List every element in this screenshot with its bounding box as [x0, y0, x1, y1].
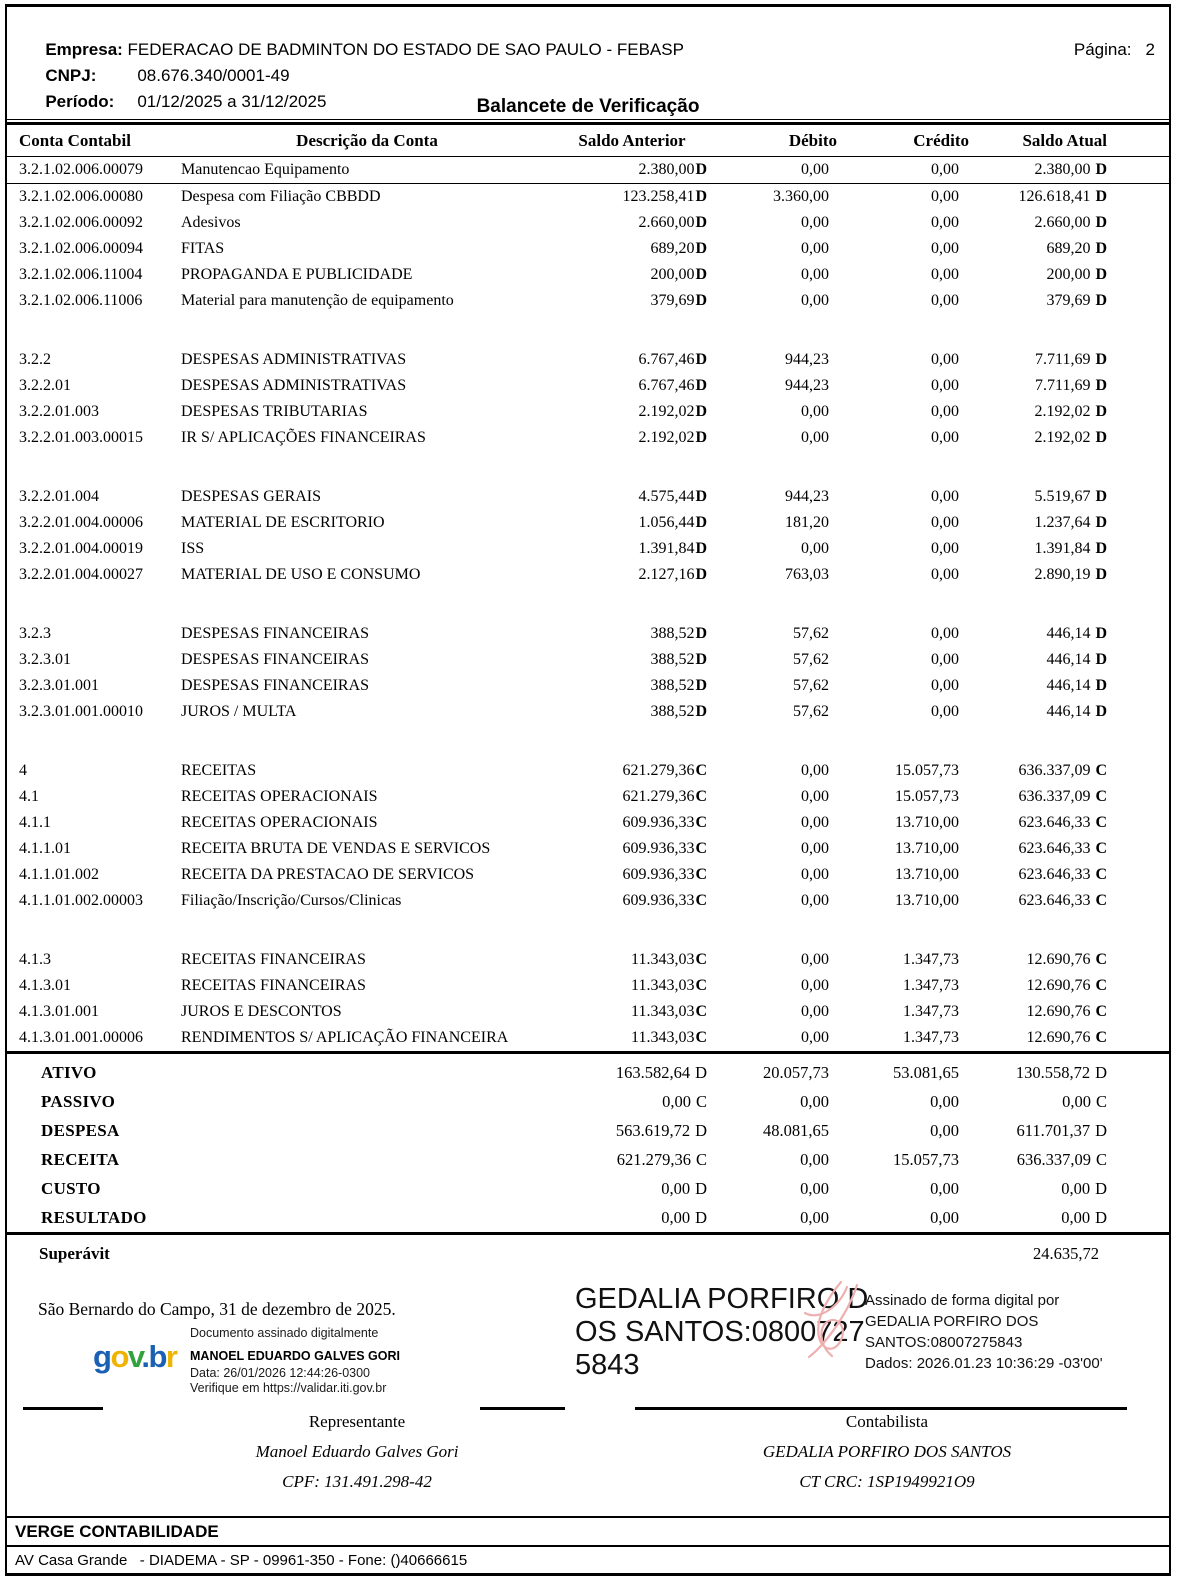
cell-credito: 0,00 — [931, 403, 959, 420]
summary-debito: 48.081,65 — [763, 1120, 829, 1140]
pagina-value: 2 — [1145, 40, 1155, 59]
cell-conta: 3.2.3.01.001.00010 — [19, 703, 143, 720]
cell-saldo-atual: 623.646,33 C — [1018, 840, 1107, 857]
cell-saldo-atual: 2.890,19 D — [1034, 566, 1107, 583]
cell-conta: 3.2.1.02.006.00080 — [19, 188, 143, 205]
cell-conta: 3.2.3 — [19, 625, 51, 642]
cell-debito: 3.360,00 — [773, 188, 829, 205]
cell-descricao: PROPAGANDA E PUBLICIDADE — [181, 266, 413, 283]
digital-signature-details — [865, 1290, 1125, 1374]
cell-saldo-anterior: 609.936,33C — [622, 814, 707, 831]
summary-saldo-atual: 0,00 D — [1061, 1178, 1107, 1198]
col-header-debito: Débito — [788, 131, 837, 150]
cell-saldo-anterior: 2.380,00D — [638, 161, 707, 178]
cell-descricao: DESPESAS TRIBUTARIAS — [181, 403, 368, 420]
summary-label: CUSTO — [41, 1178, 101, 1198]
cell-conta: 3.2.2.01.003.00015 — [19, 429, 143, 446]
digital-signature-text: GEDALIA PORFIRO DOS SANTOS:08007275843 — [575, 1283, 869, 1381]
cell-debito: 0,00 — [801, 762, 829, 779]
cell-saldo-anterior: 1.391,84D — [638, 540, 707, 557]
cell-debito: 57,62 — [793, 625, 829, 642]
page-title: Balancete de Verificação — [476, 96, 700, 117]
cell-conta: 3.2.1.02.006.11004 — [19, 266, 143, 283]
cell-saldo-atual: 5.519,67 D — [1034, 488, 1107, 505]
summary-credito: 53.081,65 — [893, 1062, 959, 1082]
account-row — [7, 758, 1169, 784]
cell-saldo-anterior: 609.936,33C — [622, 892, 707, 909]
cell-conta: 3.2.2.01.003 — [19, 403, 99, 420]
cell-saldo-anterior: 200,00D — [650, 266, 707, 283]
cell-saldo-anterior: 2.660,00D — [638, 214, 707, 231]
cell-descricao: RECEITA DA PRESTACAO DE SERVICOS — [181, 866, 475, 883]
cell-saldo-atual: 636.337,09 C — [1018, 762, 1107, 779]
account-row — [7, 888, 1169, 914]
cell-credito: 1.347,73 — [903, 951, 959, 968]
representante-cpf: CPF: 131.491.298-42 — [282, 1472, 432, 1491]
cell-descricao: Adesivos — [181, 214, 241, 231]
summary-credito: 0,00 — [930, 1091, 959, 1111]
cell-debito: 0,00 — [801, 240, 829, 257]
cell-saldo-atual: 200,00 D — [1046, 266, 1107, 283]
contabilista-name: GEDALIA PORFIRO DOS SANTOS — [762, 1442, 1012, 1461]
cell-credito: 1.347,73 — [903, 1003, 959, 1020]
cell-saldo-atual: 623.646,33 C — [1018, 866, 1107, 883]
cell-debito: 0,00 — [801, 814, 829, 831]
cell-saldo-anterior: 1.056,44D — [638, 514, 707, 531]
footer-address: AV Casa Grande - DIADEMA - SP - 09961-350 - Fone: ()40666615 — [15, 1552, 468, 1569]
summary-saldo-atual: 0,00 C — [1062, 1091, 1107, 1111]
cell-descricao: RECEITAS FINANCEIRAS — [181, 977, 366, 994]
account-row — [7, 562, 1169, 588]
cell-conta: 4.1.1 — [19, 814, 51, 831]
account-row — [7, 973, 1169, 999]
cell-debito: 0,00 — [801, 840, 829, 857]
cell-conta: 3.2.2.01.004.00027 — [19, 566, 143, 583]
cell-conta: 4.1.3.01 — [19, 977, 71, 994]
summary-debito: 0,00 — [800, 1091, 829, 1111]
cell-credito: 0,00 — [931, 625, 959, 642]
cell-conta: 4.1.1.01 — [19, 840, 71, 857]
govbr-logo: gov.br — [93, 1339, 177, 1374]
account-row — [7, 784, 1169, 810]
cell-credito: 0,00 — [931, 377, 959, 394]
row-group-gap — [7, 314, 1169, 347]
signature-flourish-icon — [797, 1279, 869, 1368]
cell-credito: 0,00 — [931, 266, 959, 283]
cell-descricao: RENDIMENTOS S/ APLICAÇÃO FINANCEIRA — [181, 1029, 509, 1046]
account-row — [7, 288, 1169, 314]
sig-detail-line: GEDALIA PORFIRO DOS — [865, 1313, 1039, 1330]
row-group-gap — [7, 451, 1169, 484]
cell-saldo-atual: 446,14 D — [1046, 703, 1107, 720]
cell-saldo-anterior: 609.936,33C — [622, 840, 707, 857]
cell-credito: 0,00 — [931, 214, 959, 231]
cell-descricao: DESPESAS GERAIS — [181, 488, 322, 505]
empresa-value: FEDERACAO DE BADMINTON DO ESTADO DE SAO PAULO - FEBASP — [122, 40, 684, 59]
cell-saldo-atual: 446,14 D — [1046, 677, 1107, 694]
cell-saldo-atual: 7.711,69 D — [1035, 377, 1107, 394]
cell-credito: 0,00 — [931, 540, 959, 557]
cell-saldo-anterior: 2.192,02D — [638, 403, 707, 420]
cell-conta: 4.1.3.01.001.00006 — [19, 1029, 143, 1046]
summary-saldo-atual: 0,00 D — [1061, 1207, 1107, 1227]
cell-saldo-atual: 1.391,84 D — [1034, 540, 1107, 557]
account-row — [7, 699, 1169, 725]
summary-debito: 20.057,73 — [763, 1062, 829, 1082]
account-row — [7, 1025, 1169, 1051]
cell-debito: 181,20 — [785, 514, 829, 531]
cell-saldo-atual: 689,20 D — [1046, 240, 1107, 257]
cell-descricao: Filiação/Inscrição/Cursos/Clinicas — [181, 892, 402, 909]
cell-descricao: DESPESAS ADMINISTRATIVAS — [181, 351, 407, 368]
cell-conta: 4.1 — [19, 788, 39, 805]
signature-line-left — [23, 1407, 103, 1410]
cell-credito: 13.710,00 — [895, 840, 959, 857]
col-header-saldo-atual: Saldo Atual — [1022, 131, 1107, 150]
cell-saldo-atual: 636.337,09 C — [1018, 788, 1107, 805]
cell-credito: 1.347,73 — [903, 1029, 959, 1046]
cell-debito: 0,00 — [801, 429, 829, 446]
col-header-conta: Conta Contabil — [19, 131, 131, 150]
account-row — [7, 673, 1169, 699]
cell-saldo-anterior: 11.343,03C — [631, 951, 707, 968]
cnpj-row — [17, 37, 1159, 85]
cell-descricao: RECEITAS OPERACIONAIS — [181, 814, 378, 831]
cell-saldo-anterior: 689,20D — [650, 240, 707, 257]
cell-saldo-anterior: 6.767,46D — [638, 377, 707, 394]
signature-section — [7, 1273, 1169, 1516]
cell-saldo-anterior: 609.936,33C — [622, 866, 707, 883]
summary-saldo-anterior: 0,00 C — [662, 1091, 707, 1111]
cell-conta: 3.2.2.01.004.00006 — [19, 514, 143, 531]
cell-credito: 1.347,73 — [903, 977, 959, 994]
cell-descricao: Despesa com Filiação CBBDD — [181, 188, 381, 205]
cell-credito: 0,00 — [931, 188, 959, 205]
cell-debito: 944,23 — [785, 488, 829, 505]
account-row — [7, 157, 1169, 184]
cell-credito: 0,00 — [931, 240, 959, 257]
cell-saldo-anterior: 621.279,36C — [622, 762, 707, 779]
col-header-saldo-anterior: Saldo Anterior — [578, 131, 686, 150]
superavit-label: Superávit — [39, 1244, 110, 1263]
summary-saldo-atual: 611.701,37 D — [1016, 1120, 1107, 1140]
cell-credito: 0,00 — [931, 429, 959, 446]
cell-conta: 3.2.2.01.004 — [19, 488, 99, 505]
cell-conta: 3.2.2.01 — [19, 377, 71, 394]
summary-credito: 0,00 — [930, 1120, 959, 1140]
summary-label: ATIVO — [41, 1062, 97, 1082]
cell-descricao: DESPESAS FINANCEIRAS — [181, 625, 370, 642]
cell-conta: 4.1.3 — [19, 951, 51, 968]
cell-credito: 0,00 — [931, 651, 959, 668]
cell-saldo-atual: 446,14 D — [1046, 625, 1107, 642]
cell-credito: 0,00 — [931, 351, 959, 368]
contabilista-crc: CT CRC: 1SP1949921O9 — [799, 1472, 975, 1491]
govbr-sign-date: Data: 26/01/2026 12:44:26-0300 — [190, 1366, 371, 1380]
cell-descricao: JUROS / MULTA — [181, 703, 297, 720]
cell-debito: 0,00 — [801, 214, 829, 231]
summary-row — [7, 1116, 1169, 1145]
cell-debito: 0,00 — [801, 266, 829, 283]
summary-rows — [7, 1054, 1169, 1232]
signature-line-right — [635, 1407, 1127, 1410]
cell-credito: 15.057,73 — [895, 788, 959, 805]
summary-label: DESPESA — [41, 1120, 120, 1140]
cell-descricao: MATERIAL DE ESCRITORIO — [181, 514, 385, 531]
periodo-label: Período: — [45, 92, 115, 111]
account-rows — [7, 157, 1169, 1051]
col-header-descricao: Descrição da Conta — [296, 131, 438, 150]
summary-row — [7, 1174, 1169, 1203]
title-divider — [7, 119, 1169, 126]
cell-conta: 3.2.1.02.006.00092 — [19, 214, 143, 231]
cell-debito: 0,00 — [801, 866, 829, 883]
cell-descricao: ISS — [181, 540, 205, 557]
cell-saldo-atual: 2.660,00 D — [1034, 214, 1107, 231]
account-row — [7, 373, 1169, 399]
cell-saldo-atual: 12.690,76 C — [1026, 951, 1107, 968]
account-row — [7, 836, 1169, 862]
account-row — [7, 536, 1169, 562]
cell-saldo-anterior: 388,52D — [650, 703, 707, 720]
periodo-value: 01/12/2025 a 31/12/2025 — [137, 92, 327, 111]
cell-descricao: Material para manutenção de equipamento — [181, 292, 454, 309]
cnpj-label: CNPJ: — [45, 66, 97, 85]
summary-row — [7, 1145, 1169, 1174]
account-row — [7, 862, 1169, 888]
cell-credito: 0,00 — [931, 488, 959, 505]
cell-descricao: RECEITAS — [181, 762, 257, 779]
cell-saldo-anterior: 621.279,36C — [622, 788, 707, 805]
cell-debito: 0,00 — [801, 292, 829, 309]
cell-conta: 3.2.1.02.006.11006 — [19, 292, 143, 309]
summary-debito: 0,00 — [800, 1178, 829, 1198]
cell-credito: 15.057,73 — [895, 762, 959, 779]
cell-saldo-atual: 623.646,33 C — [1018, 892, 1107, 909]
cell-saldo-anterior: 388,52D — [650, 677, 707, 694]
representante-role: Representante — [308, 1412, 406, 1431]
account-row — [7, 999, 1169, 1025]
summary-credito: 15.057,73 — [893, 1149, 959, 1169]
account-row — [7, 621, 1169, 647]
account-row — [7, 947, 1169, 973]
cnpj-value: 08.676.340/0001-49 — [137, 66, 290, 85]
summary-saldo-anterior: 621.279,36 C — [616, 1149, 707, 1169]
cell-saldo-anterior: 123.258,41D — [622, 188, 707, 205]
summary-debito: 0,00 — [800, 1149, 829, 1169]
summary-saldo-atual: 130.558,72 D — [1015, 1062, 1107, 1082]
cell-conta: 3.2.2.01.004.00019 — [19, 540, 143, 557]
summary-credito: 0,00 — [930, 1207, 959, 1227]
cell-debito: 0,00 — [801, 403, 829, 420]
cell-saldo-anterior: 2.192,02D — [638, 429, 707, 446]
cell-conta: 4 — [19, 762, 27, 779]
sig-detail-line: Dados: 2026.01.23 10:36:29 -03'00' — [865, 1355, 1103, 1372]
cell-debito: 57,62 — [793, 677, 829, 694]
cell-conta: 3.2.3.01.001 — [19, 677, 99, 694]
cell-saldo-atual: 7.711,69 D — [1035, 351, 1107, 368]
summary-saldo-anterior: 163.582,64 D — [615, 1062, 707, 1082]
cell-debito: 0,00 — [801, 788, 829, 805]
col-header-credito: Crédito — [913, 131, 969, 150]
cell-saldo-anterior: 4.575,44D — [638, 488, 707, 505]
cell-debito: 0,00 — [801, 540, 829, 557]
govbr-stamp-caption: Documento assinado digitalmente — [190, 1326, 379, 1340]
summary-row — [7, 1087, 1169, 1116]
summary-saldo-atual: 636.337,09 C — [1016, 1149, 1107, 1169]
cell-conta: 3.2.3.01 — [19, 651, 71, 668]
account-row — [7, 236, 1169, 262]
cell-saldo-atual: 623.646,33 C — [1018, 814, 1107, 831]
account-row — [7, 810, 1169, 836]
empresa-label: Empresa: — [45, 40, 123, 59]
cell-debito: 0,00 — [801, 1029, 829, 1046]
cell-saldo-atual: 2.192,02 D — [1034, 429, 1107, 446]
cell-descricao: Manutencao Equipamento — [181, 161, 350, 178]
cell-saldo-atual: 379,69 D — [1046, 292, 1107, 309]
cell-debito: 57,62 — [793, 703, 829, 720]
cell-saldo-anterior: 2.127,16D — [638, 566, 707, 583]
summary-row — [7, 1203, 1169, 1232]
summary-saldo-anterior: 0,00 D — [661, 1207, 707, 1227]
summary-saldo-anterior: 0,00 D — [661, 1178, 707, 1198]
summary-row — [7, 1058, 1169, 1087]
cell-credito: 0,00 — [931, 566, 959, 583]
cell-credito: 0,00 — [931, 514, 959, 531]
sig-detail-line: SANTOS:08007275843 — [865, 1334, 1023, 1351]
cell-conta: 3.2.1.02.006.00094 — [19, 240, 143, 257]
signature-line-left2 — [480, 1407, 565, 1410]
cell-credito: 0,00 — [931, 161, 959, 178]
superavit-value: 24.635,72 — [1033, 1244, 1099, 1263]
account-row — [7, 399, 1169, 425]
cell-credito: 13.710,00 — [895, 866, 959, 883]
pagina-label: Página: — [1073, 40, 1132, 59]
cell-saldo-atual: 126.618,41 D — [1018, 188, 1107, 205]
account-row — [7, 262, 1169, 288]
cell-descricao: DESPESAS FINANCEIRAS — [181, 677, 370, 694]
cell-descricao: DESPESAS FINANCEIRAS — [181, 651, 370, 668]
sig-detail-line: Assinado de forma digital por — [865, 1292, 1060, 1309]
account-row — [7, 647, 1169, 673]
cell-saldo-atual: 12.690,76 C — [1026, 1029, 1107, 1046]
summary-credito: 0,00 — [930, 1178, 959, 1198]
cell-debito: 0,00 — [801, 977, 829, 994]
account-row — [7, 425, 1169, 451]
footer-company-name: VERGE CONTABILIDADE — [7, 1518, 1169, 1547]
cell-debito: 944,23 — [785, 351, 829, 368]
cell-saldo-atual: 2.192,02 D — [1034, 403, 1107, 420]
account-row — [7, 210, 1169, 236]
cell-saldo-atual: 1.237,64 D — [1034, 514, 1107, 531]
cell-debito: 0,00 — [801, 892, 829, 909]
cell-saldo-anterior: 6.767,46D — [638, 351, 707, 368]
cell-debito: 0,00 — [801, 161, 829, 178]
summary-label: RESULTADO — [41, 1207, 147, 1227]
cell-saldo-atual: 446,14 D — [1046, 651, 1107, 668]
row-group-gap — [7, 725, 1169, 758]
cell-conta: 3.2.1.02.006.00079 — [19, 161, 143, 178]
account-row — [7, 510, 1169, 536]
cell-descricao: MATERIAL DE USO E CONSUMO — [181, 566, 421, 583]
cell-saldo-anterior: 11.343,03C — [631, 1029, 707, 1046]
govbr-signer-name: MANOEL EDUARDO GALVES GORI — [190, 1349, 400, 1363]
balancete-page — [5, 4, 1171, 1576]
cell-credito: 0,00 — [931, 703, 959, 720]
cell-saldo-anterior: 388,52D — [650, 625, 707, 642]
cell-saldo-atual: 2.380,00 D — [1034, 161, 1107, 178]
cell-debito: 57,62 — [793, 651, 829, 668]
cell-conta: 4.1.1.01.002.00003 — [19, 892, 143, 909]
cell-conta: 3.2.2 — [19, 351, 51, 368]
cell-descricao: RECEITA BRUTA DE VENDAS E SERVICOS — [181, 840, 491, 857]
cell-saldo-anterior: 11.343,03C — [631, 977, 707, 994]
cell-descricao: IR S/ APLICAÇÕES FINANCEIRAS — [181, 429, 426, 446]
cell-credito: 0,00 — [931, 677, 959, 694]
city-date-line: São Bernardo do Campo, 31 de dezembro de 2025. — [38, 1299, 396, 1319]
account-row — [7, 184, 1169, 210]
summary-saldo-anterior: 563.619,72 D — [615, 1120, 707, 1140]
representante-name: Manoel Eduardo Galves Gori — [255, 1442, 459, 1461]
cell-descricao: FITAS — [181, 240, 225, 257]
cell-saldo-atual: 12.690,76 C — [1026, 1003, 1107, 1020]
account-row — [7, 484, 1169, 510]
account-row — [7, 347, 1169, 373]
summary-debito: 0,00 — [800, 1207, 829, 1227]
footer-box — [7, 1516, 1169, 1575]
cell-debito: 763,03 — [785, 566, 829, 583]
cell-credito: 13.710,00 — [895, 814, 959, 831]
cell-credito: 13.710,00 — [895, 892, 959, 909]
doc-header — [7, 7, 1169, 119]
superavit-row — [7, 1235, 1169, 1273]
govbr-verify-url: Verifique em https://validar.iti.gov.br — [190, 1381, 387, 1395]
cell-conta: 4.1.1.01.002 — [19, 866, 99, 883]
empresa-row — [17, 11, 1159, 59]
cell-saldo-anterior: 379,69D — [650, 292, 707, 309]
row-group-gap — [7, 588, 1169, 621]
cell-saldo-anterior: 388,52D — [650, 651, 707, 668]
cell-descricao: JUROS E DESCONTOS — [181, 1003, 342, 1020]
cell-descricao: RECEITAS FINANCEIRAS — [181, 951, 366, 968]
summary-label: RECEITA — [41, 1149, 120, 1169]
cell-debito: 0,00 — [801, 1003, 829, 1020]
table-header — [7, 126, 1169, 157]
cell-descricao: RECEITAS OPERACIONAIS — [181, 788, 378, 805]
cell-saldo-atual: 12.690,76 C — [1026, 977, 1107, 994]
cell-saldo-anterior: 11.343,03C — [631, 1003, 707, 1020]
cell-credito: 0,00 — [931, 292, 959, 309]
contabilista-role: Contabilista — [845, 1412, 929, 1431]
row-group-gap — [7, 914, 1169, 947]
cell-descricao: DESPESAS ADMINISTRATIVAS — [181, 377, 407, 394]
cell-debito: 944,23 — [785, 377, 829, 394]
cell-debito: 0,00 — [801, 951, 829, 968]
cell-conta: 4.1.3.01.001 — [19, 1003, 99, 1020]
summary-label: PASSIVO — [41, 1091, 116, 1111]
